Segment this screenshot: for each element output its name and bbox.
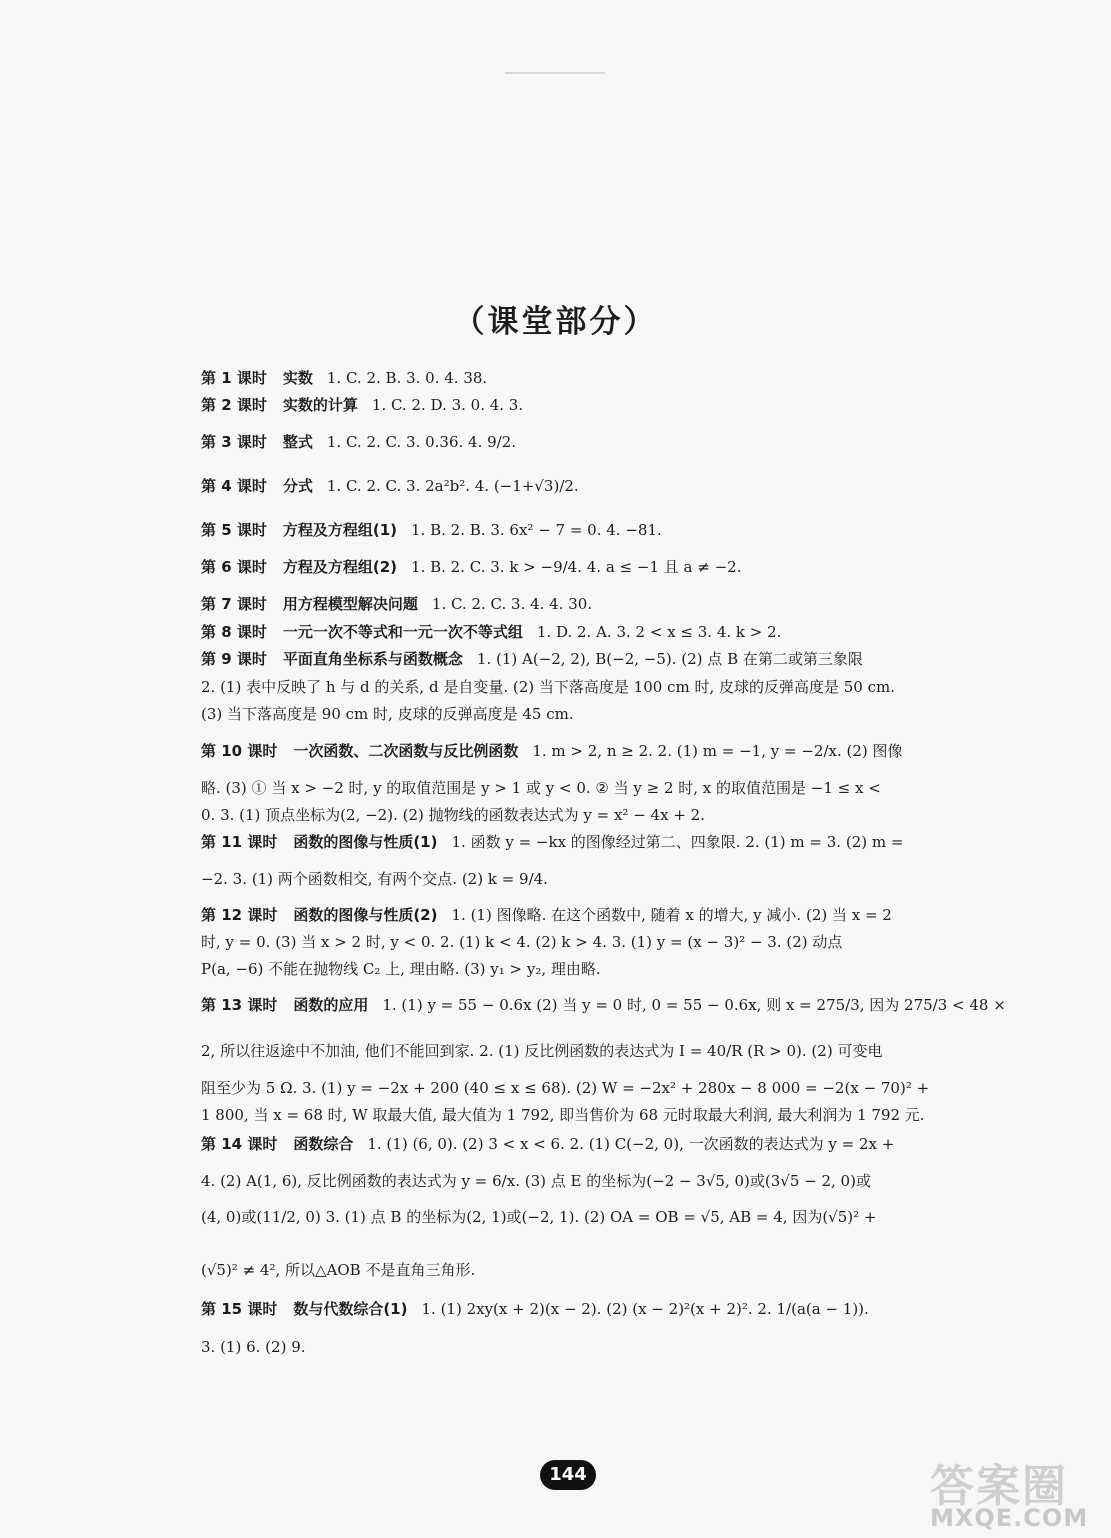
answer-text: 0. 3. (1) 顶点坐标为(2, −2). (2) 抛物线的函数表达式为 y = x² − 4x + 2. <box>201 806 705 824</box>
answer-text: 1. (1) 图像略. 在这个函数中, 随着 x 的增大, y 减小. (2) 当 x = 2 <box>451 906 892 924</box>
lesson-label: 第 2 课时 <box>201 396 267 414</box>
answer-row <box>201 621 971 642</box>
answer-row <box>201 958 971 979</box>
answer-row <box>201 703 971 724</box>
answer-row <box>201 831 971 852</box>
lesson-topic: 方程及方程组(1) <box>282 521 398 539</box>
answer-text: 略. (3) ① 当 x > −2 时, y 的取值范围是 y > 1 或 y < 0. ② 当 y ≥ 2 时, x 的取值范围是 −1 ≤ x < <box>201 779 881 797</box>
answer-text: 3. (1) 6. (2) 9. <box>201 1338 306 1356</box>
answer-text: 1. C. 2. C. 3. 2a²b². 4. (−1+√3)/2. <box>326 477 579 495</box>
answer-text: 1. (1) y = 55 − 0.6x (2) 当 y = 0 时, 0 = 55 − 0.6x, 则 x = 275/3, 因为 275/3 < 48 × <box>382 996 1006 1014</box>
answer-row <box>201 394 971 415</box>
answer-text: 1. (1) A(−2, 2), B(−2, −5). (2) 点 B 在第二或第三象限 <box>476 650 863 668</box>
answer-text: (4, 0)或(11/2, 0) 3. (1) 点 B 的坐标为(2, 1)或(−2, 1). (2) OA = OB = √5, AB = 4, 因为(√5)² + <box>201 1208 877 1226</box>
lesson-label: 第 3 课时 <box>201 433 267 451</box>
answer-text: 阻至少为 5 Ω. 3. (1) y = −2x + 200 (40 ≤ x ≤ 68). (2) W = −2x² + 280x − 8 000 = −2(x − 70)² + <box>201 1079 930 1097</box>
answer-text: 1. C. 2. D. 3. 0. 4. 3. <box>371 396 524 414</box>
lesson-topic: 函数综合 <box>293 1135 354 1153</box>
answer-row <box>201 593 971 614</box>
answer-text: 1 800, 当 x = 68 时, W 取最大值, 最大值为 1 792, 即当售价为 68 元时取最大利润, 最大利润为 1 792 元. <box>201 1106 925 1124</box>
lesson-label: 第 5 课时 <box>201 521 267 539</box>
answer-row <box>201 904 971 925</box>
lesson-topic: 实数的计算 <box>282 396 358 414</box>
lesson-label: 第 10 课时 <box>201 742 278 760</box>
answer-row <box>201 1040 971 1061</box>
answer-row <box>201 1077 971 1098</box>
lesson-label: 第 4 课时 <box>201 477 267 495</box>
answer-row <box>201 868 971 889</box>
answer-row <box>201 740 971 761</box>
answer-row <box>201 777 971 798</box>
answer-text: 1. 函数 y = −kx 的图像经过第二、四象限. 2. (1) m = 3. (2) m = <box>451 833 904 851</box>
lesson-topic: 用方程模型解决问题 <box>282 595 418 613</box>
lesson-label: 第 13 课时 <box>201 996 278 1014</box>
lesson-topic: 函数的图像与性质(1) <box>293 833 438 851</box>
watermark-logo <box>910 1450 1100 1534</box>
answer-text: 1. D. 2. A. 3. 2 < x ≤ 3. 4. k > 2. <box>536 623 782 641</box>
lesson-label: 第 11 课时 <box>201 833 278 851</box>
lesson-topic: 数与代数综合(1) <box>293 1300 408 1318</box>
answer-text: 1. (1) (6, 0). (2) 3 < x < 6. 2. (1) C(−2, 0), 一次函数的表达式为 y = 2x + <box>367 1135 895 1153</box>
answer-text: 1. B. 2. B. 3. 6x² − 7 = 0. 4. −81. <box>411 521 662 539</box>
answer-text: 2. (1) 表中反映了 h 与 d 的关系, d 是自变量. (2) 当下落高度是 100 cm 时, 皮球的反弹高度是 50 cm. <box>201 678 896 696</box>
answer-row <box>201 1298 971 1319</box>
answer-row <box>201 475 971 496</box>
lesson-label: 第 12 课时 <box>201 906 278 924</box>
answer-row <box>201 931 971 952</box>
answer-row <box>201 519 971 540</box>
lesson-topic: 函数的应用 <box>293 996 369 1014</box>
answer-row <box>201 1104 971 1125</box>
answer-text: −2. 3. (1) 两个函数相交, 有两个交点. (2) k = 9/4. <box>201 870 548 888</box>
answer-row <box>201 994 1006 1015</box>
top-rule <box>505 72 605 74</box>
answer-row <box>201 648 971 669</box>
answer-row <box>201 1206 971 1227</box>
page-number: 144 <box>540 1460 596 1490</box>
answer-text: 1. (1) 2xy(x + 2)(x − 2). (2) (x − 2)²(x + 2)². 2. 1/(a(a − 1)). <box>421 1300 869 1318</box>
watermark-url: MXQE.COM <box>930 1504 1089 1532</box>
lesson-topic: 平面直角坐标系与函数概念 <box>282 650 463 668</box>
answer-text: 1. B. 2. C. 3. k > −9/4. 4. a ≤ −1 且 a ≠ −2. <box>411 558 742 576</box>
lesson-label: 第 14 课时 <box>201 1135 278 1153</box>
lesson-topic: 一元一次不等式和一元一次不等式组 <box>282 623 523 641</box>
lesson-label: 第 6 课时 <box>201 558 267 576</box>
lesson-topic: 一次函数、二次函数与反比例函数 <box>293 742 519 760</box>
lesson-topic: 函数的图像与性质(2) <box>293 906 438 924</box>
answer-text: 2, 所以往返途中不加油, 他们不能回到家. 2. (1) 反比例函数的表达式为 I = 40/R (R > 0). (2) 可变电 <box>201 1042 883 1060</box>
answer-text: 时, y = 0. (3) 当 x > 2 时, y < 0. 2. (1) k < 4. (2) k > 4. 3. (1) y = (x − 3)² − 3. (2) 动点 <box>201 933 843 951</box>
watermark-text: 答案圈 <box>930 1461 1068 1512</box>
answer-text: 1. m > 2, n ≥ 2. 2. (1) m = −1, y = −2/x. (2) 图像 <box>532 742 903 760</box>
answer-row <box>201 1338 971 1356</box>
lesson-label: 第 9 课时 <box>201 650 267 668</box>
answer-text: (√5)² ≠ 4², 所以△AOB 不是直角三角形. <box>201 1261 476 1279</box>
answer-text: 1. C. 2. C. 3. 0.36. 4. 9/2. <box>326 433 517 451</box>
answer-row <box>201 1259 971 1280</box>
lesson-label: 第 1 课时 <box>201 369 267 387</box>
answer-row <box>201 556 971 577</box>
answer-text: (3) 当下落高度是 90 cm 时, 皮球的反弹高度是 45 cm. <box>201 705 574 723</box>
lesson-topic: 方程及方程组(2) <box>282 558 398 576</box>
answer-row <box>201 367 971 388</box>
answer-row <box>201 676 971 697</box>
lesson-label: 第 15 课时 <box>201 1300 278 1318</box>
answer-text: 1. C. 2. B. 3. 0. 4. 38. <box>326 369 488 387</box>
lesson-label: 第 7 课时 <box>201 595 267 613</box>
answer-text: 1. C. 2. C. 3. 4. 4. 30. <box>431 595 593 613</box>
lesson-topic: 整式 <box>282 433 313 451</box>
answer-row <box>201 431 971 452</box>
lesson-topic: 分式 <box>282 477 313 495</box>
answer-text: P(a, −6) 不能在抛物线 C₂ 上, 理由略. (3) y₁ > y₂, 理由略. <box>201 960 601 978</box>
lesson-label: 第 8 课时 <box>201 623 267 641</box>
section-title: （课堂部分） <box>453 304 658 340</box>
answer-row <box>201 804 971 825</box>
answer-text: 4. (2) A(1, 6), 反比例函数的表达式为 y = 6/x. (3) 点 E 的坐标为(−2 − 3√5, 0)或(3√5 − 2, 0)或 <box>201 1172 871 1190</box>
answer-row <box>201 1170 971 1191</box>
lesson-topic: 实数 <box>282 369 313 387</box>
answer-row <box>201 1133 971 1154</box>
